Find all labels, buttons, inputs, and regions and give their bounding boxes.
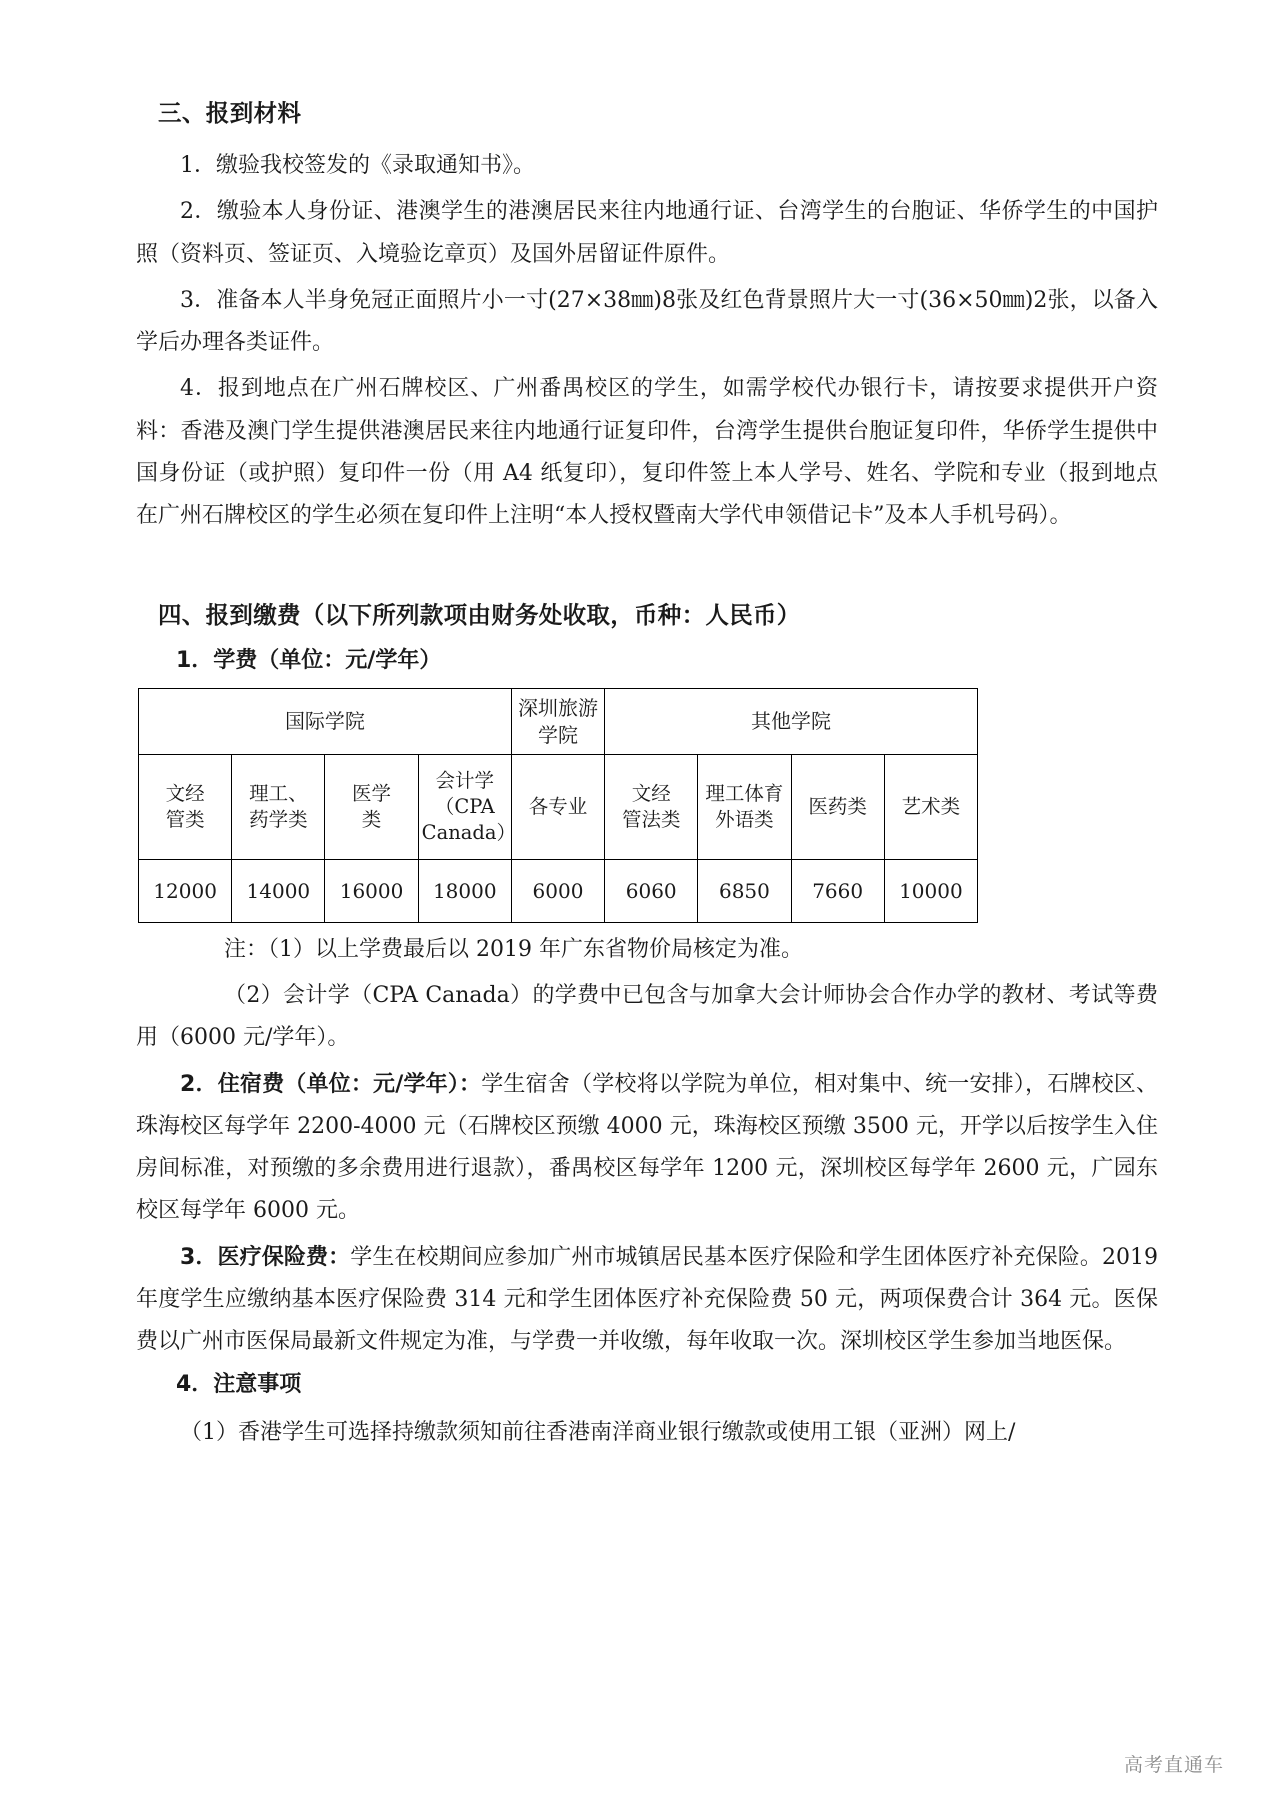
table-group-other: 其他学院: [605, 689, 978, 755]
col-header-line1: 艺术类: [901, 795, 961, 819]
table-cell-value: 14000: [232, 859, 325, 922]
col-header-line2: 管法类: [621, 807, 681, 831]
section-3-heading: 三、报到材料: [158, 99, 302, 127]
col-header-line1: 理工、: [249, 782, 308, 806]
table-group-shenzhen-tourism: 深圳旅游学院: [511, 689, 604, 755]
col-header-line1: 会计学（CPA: [434, 769, 495, 819]
table-col-header: [511, 754, 604, 859]
tuition-subheading: 1．学费（单位：元/学年）: [176, 647, 442, 673]
col-header-line1: 医学: [352, 782, 392, 806]
tuition-table: [138, 688, 978, 923]
col-header-line2: 类: [361, 807, 382, 831]
accommodation-paragraph: [136, 1064, 1158, 1233]
table-cell-value: 10000: [884, 859, 977, 922]
medical-insurance-text: 学生在校期间应参加广州市城镇居民基本医疗保险和学生团体医疗补充保险。2019 年度学生应缴纳基本医疗保险费 314 元和学生团体医疗补充保险费 50 元，两项保费合计 364 元。医保费以广州市医保局最新文件规定为准，与学费一并收缴，每年收取一次。深圳校区学生参加当地医保。: [136, 1244, 1158, 1355]
section-3-item-3: 3．准备本人半身免冠正面照片小一寸(27×38㎜)8张及红色背景照片大一寸(36×50㎜)2张，以备入学后办理各类证件。: [136, 287, 1158, 356]
col-header-line1: 医药类: [808, 795, 867, 819]
table-row: [139, 859, 978, 922]
table-cell-value: 16000: [325, 859, 418, 922]
tuition-note-2: （2）会计学（CPA Canada）的学费中已包含与加拿大会计师协会合作办学的教材、考试等费用（6000 元/学年）。: [136, 983, 1158, 1051]
col-header-line1: 理工体育: [705, 782, 784, 806]
table-col-header: [698, 754, 791, 859]
accommodation-text: 学生宿舍（学校将以学院为单位，相对集中、统一安排），石牌校区、珠海校区每学年 2200-4000 元（石牌校区预缴 4000 元，珠海校区预缴 3500 元，开学以后按学生入住房间标准，对预缴的多余费用进行退款），番禺校区每学年 1200 元，深圳校区每学年 2600 元，广园东校区每学年 6000 元。: [136, 1071, 1158, 1224]
notes-item-1: （1）香港学生可选择持缴款须知前往香港南洋商业银行缴款或使用工银（亚洲）网上/: [180, 1420, 1016, 1446]
watermark: 高考直通车: [1123, 1754, 1224, 1776]
notes-subheading: 4．注意事项: [176, 1372, 302, 1398]
col-header-line1: 文经: [165, 782, 205, 806]
table-cell-value: 6000: [511, 859, 604, 922]
table-col-header: [884, 754, 977, 859]
col-header-line2: Canada）: [421, 820, 516, 844]
table-cell-value: 6060: [605, 859, 698, 922]
col-header-line1: 各专业: [528, 795, 588, 819]
medical-insurance-label: 3．医疗保险费：: [180, 1244, 351, 1270]
table-col-header: [418, 754, 516, 859]
table-col-header: [605, 754, 698, 859]
table-col-header: [791, 754, 884, 859]
medical-insurance-paragraph: [136, 1237, 1158, 1364]
table-group-international: 国际学院: [139, 689, 512, 755]
table-cell-value: 7660: [791, 859, 884, 922]
table-col-header: [325, 754, 418, 859]
table-cell-value: 18000: [418, 859, 511, 922]
section-gap: [136, 541, 1158, 597]
table-group-header-row: [139, 689, 978, 755]
table-col-header: [232, 754, 325, 859]
section-3-item-2: 2．缴验本人身份证、港澳学生的港澳居民来往内地通行证、台湾学生的台胞证、华侨学生的中国护照（资料页、签证页、入境验讫章页）及国外居留证件原件。: [136, 199, 1158, 267]
table-col-header: [139, 754, 232, 859]
section-3-item-1: 1．缴验我校签发的《录取通知书》。: [180, 153, 535, 179]
section-3-item-4: 4．报到地点在广州石牌校区、广州番禺校区的学生，如需学校代办银行卡，请按要求提供开户资料：香港及澳门学生提供港澳居民来往内地通行证复印件，台湾学生提供台胞证复印件，华侨学生提供中国身份证（或护照）复印件一份（用 A4 纸复印），复印件签上本人学号、姓名、学院和专业（报到地点在广州石牌校区的学生必须在复印件上注明“本人授权暨南大学代申领借记卡”及本人手机号码）。: [136, 376, 1158, 529]
accommodation-label: 2．住宿费（单位：元/学年）：: [180, 1071, 482, 1097]
col-header-line1: 文经: [631, 782, 671, 806]
table-cell-value: 6850: [698, 859, 791, 922]
col-header-line2: 药学类: [249, 807, 308, 831]
table-cell-value: 12000: [139, 859, 232, 922]
section-4-heading: 四、报到缴费（以下所列款项由财务处收取，币种：人民币）: [158, 601, 801, 630]
col-header-line2: 外语类: [715, 807, 774, 831]
table-column-header-row: [139, 754, 978, 859]
tuition-note-1: 注：（1）以上学费最后以 2019 年广东省物价局核定为准。: [224, 936, 803, 962]
col-header-line2: 管类: [165, 807, 205, 831]
